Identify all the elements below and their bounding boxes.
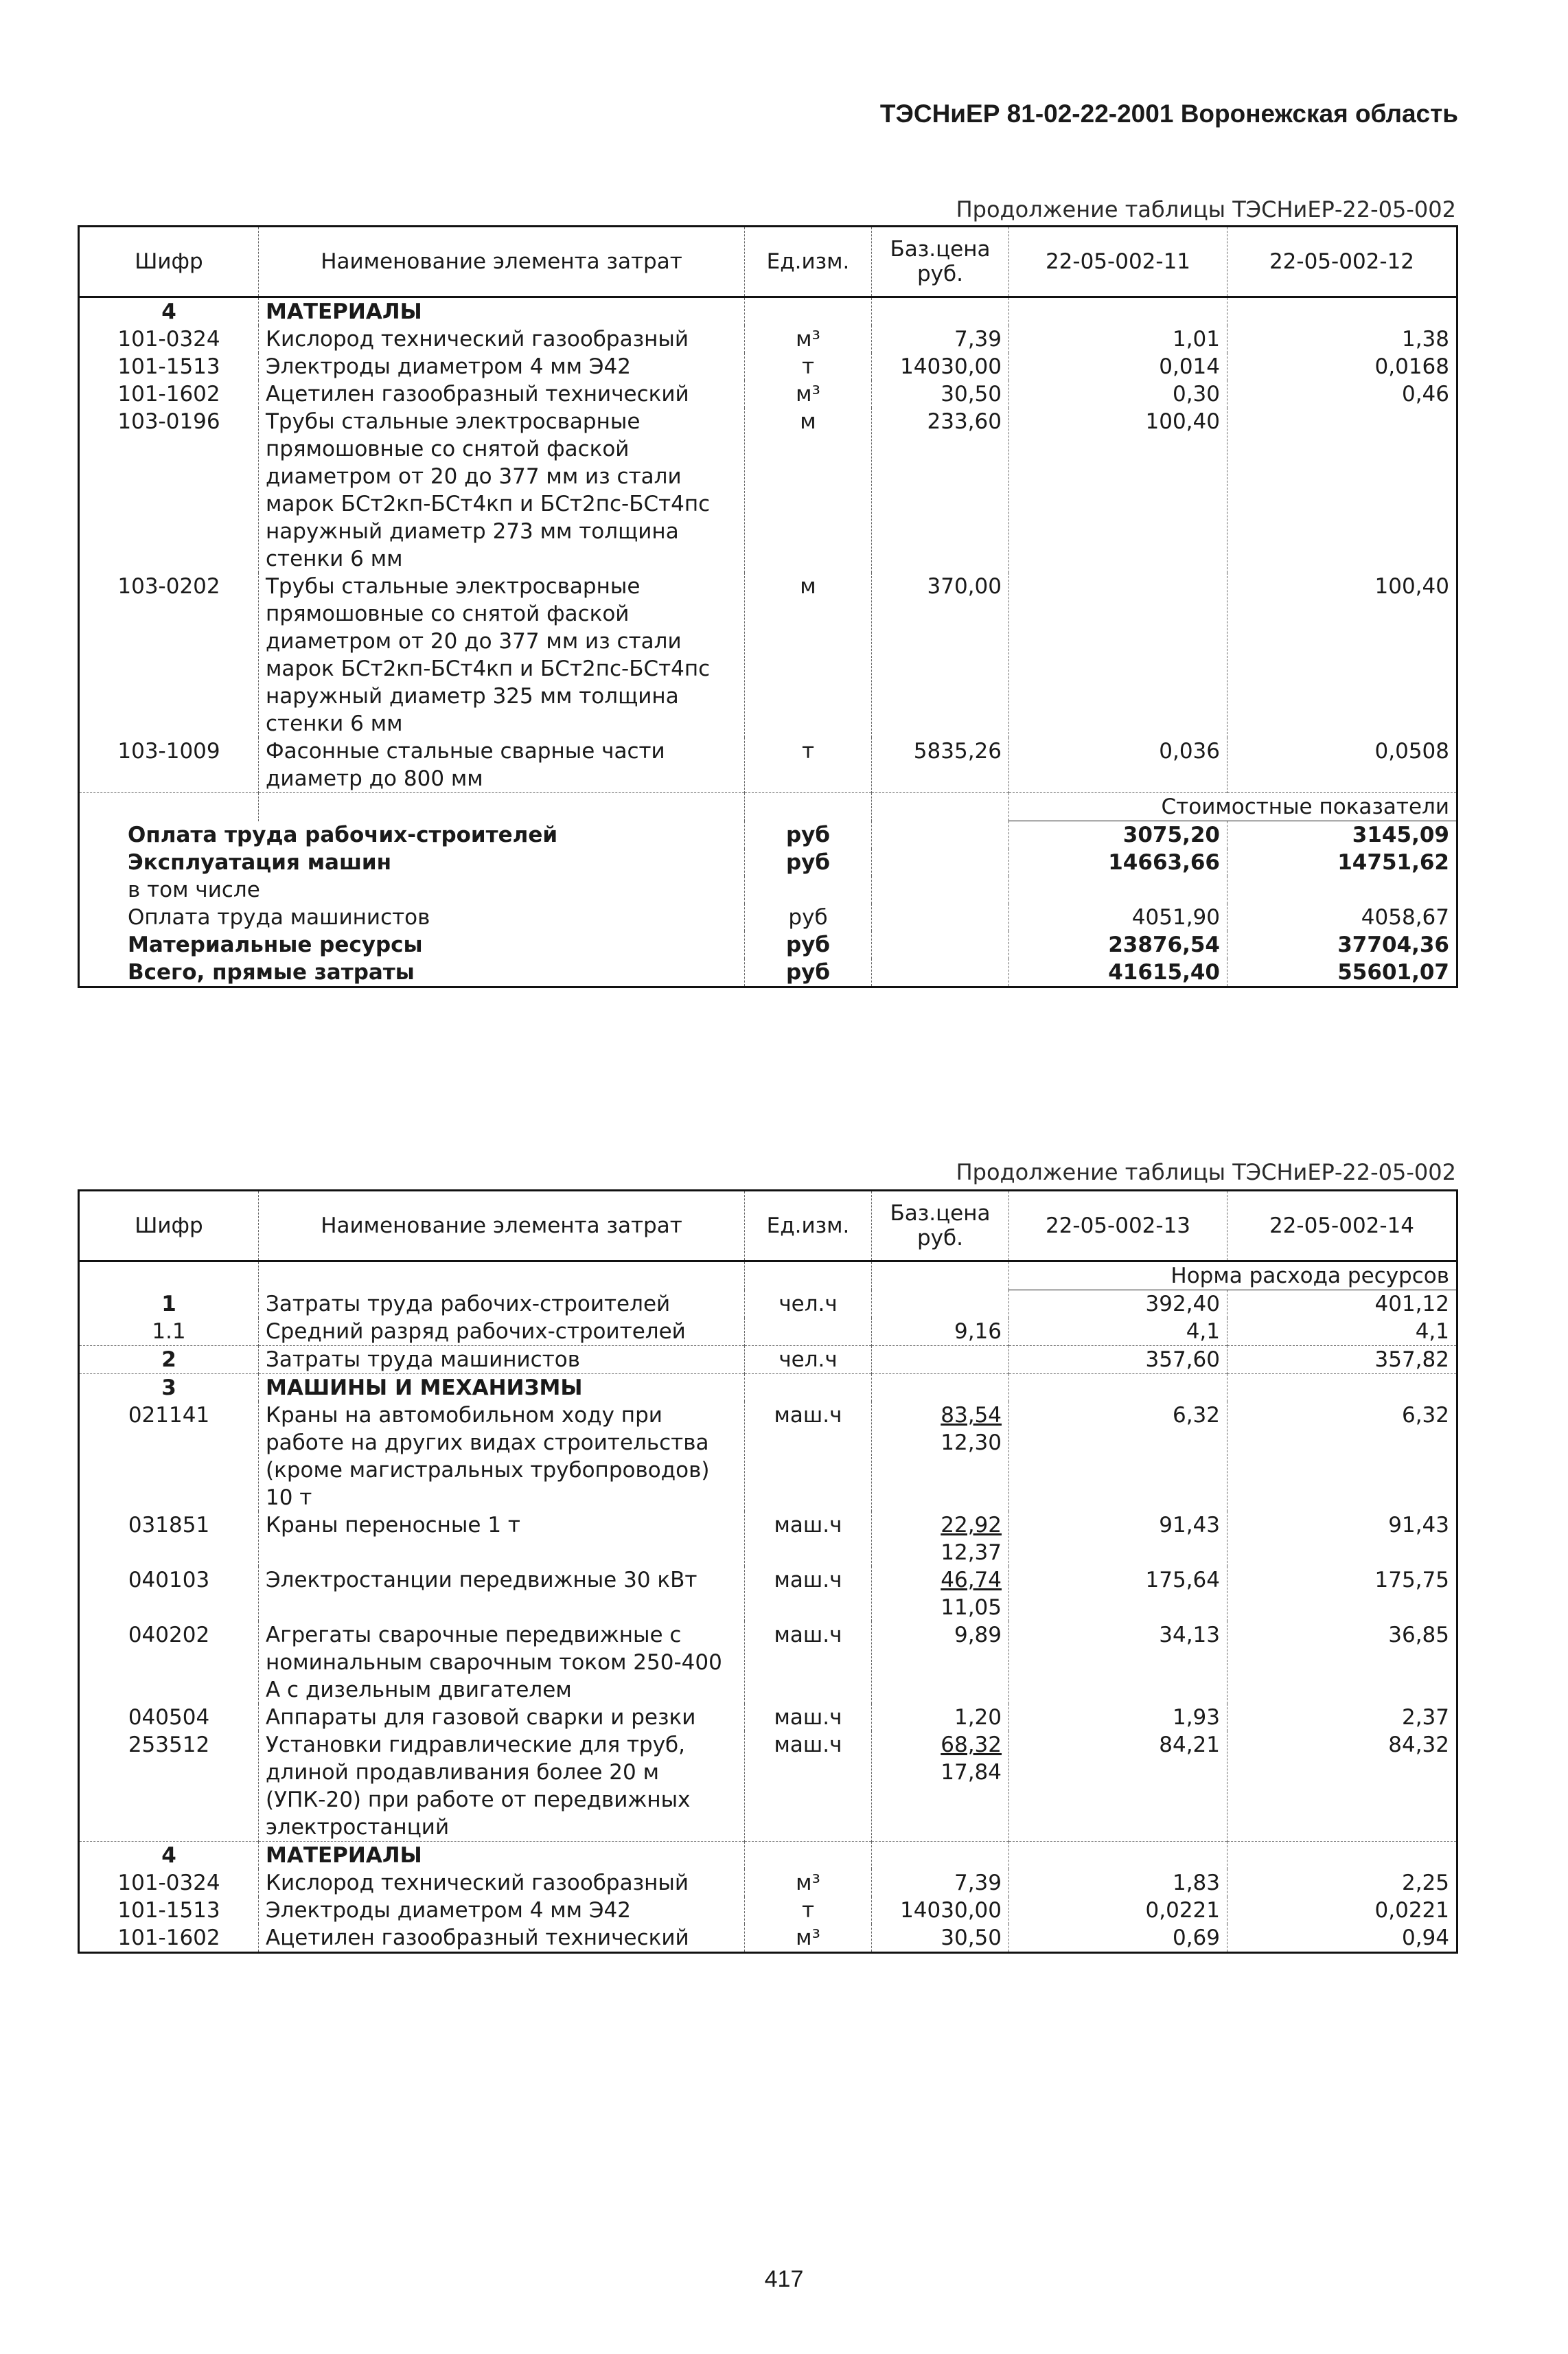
row-name: Средний разряд рабочих-строителей — [259, 1318, 745, 1346]
row-code: 101-1602 — [79, 380, 259, 408]
row-code: 103-1009 — [79, 738, 259, 793]
row-code: 103-0196 — [79, 408, 259, 573]
row-name: Ацетилен газообразный технический — [259, 380, 745, 408]
column-header: Шифр — [79, 227, 259, 297]
table-row — [79, 1511, 1457, 1566]
column-header: Баз.цена руб. — [872, 1191, 1009, 1261]
row-value-b: 357,82 — [1227, 1346, 1457, 1374]
row-unit: чел.ч — [745, 1290, 872, 1318]
row-value-b: 0,0221 — [1227, 1897, 1457, 1924]
column-header: 22-05-002-12 — [1227, 227, 1457, 297]
row-value-b: 0,0508 — [1227, 738, 1457, 793]
row-value-a: 0,014 — [1009, 353, 1227, 380]
row-value-b: 1,38 — [1227, 325, 1457, 353]
summary-unit: руб — [745, 904, 872, 931]
row-code: 101-0324 — [79, 325, 259, 353]
table-1 — [78, 225, 1458, 988]
table-row — [79, 325, 1457, 353]
row-unit: м³ — [745, 325, 872, 353]
row-code: 101-1513 — [79, 353, 259, 380]
table-1-header-row — [79, 227, 1457, 297]
row-unit: т — [745, 353, 872, 380]
table-row — [79, 1869, 1457, 1897]
section-code: 3 — [79, 1374, 259, 1402]
row-name: Электроды диаметром 4 мм Э42 — [259, 1897, 745, 1924]
row-code: 101-1602 — [79, 1924, 259, 1953]
row-code: 101-0324 — [79, 1869, 259, 1897]
table-row — [79, 1402, 1457, 1511]
table-row — [79, 1290, 1457, 1318]
row-value-a: 0,30 — [1009, 380, 1227, 408]
row-value-b: 0,0168 — [1227, 353, 1457, 380]
row-unit: маш.ч — [745, 1731, 872, 1842]
summary-row — [79, 904, 1457, 931]
row-unit: чел.ч — [745, 1346, 872, 1374]
section-row — [79, 1374, 1457, 1402]
row-value-b: 91,43 — [1227, 1511, 1457, 1566]
summary-value-a: 23876,54 — [1009, 931, 1227, 959]
row-price — [872, 1402, 1009, 1511]
row-price — [872, 1290, 1009, 1318]
row-unit: маш.ч — [745, 1621, 872, 1704]
row-value-b: 0,46 — [1227, 380, 1457, 408]
row-code: 031851 — [79, 1511, 259, 1566]
row-unit — [745, 1318, 872, 1346]
row-price — [872, 1566, 1009, 1621]
row-unit: маш.ч — [745, 1402, 872, 1511]
row-code: 021141 — [79, 1402, 259, 1511]
row-value-a: 1,01 — [1009, 325, 1227, 353]
column-header: Ед.изм. — [745, 227, 872, 297]
summary-value-b: 37704,36 — [1227, 931, 1457, 959]
row-code: 1 — [79, 1290, 259, 1318]
column-header: 22-05-002-11 — [1009, 227, 1227, 297]
row-value-a: 0,0221 — [1009, 1897, 1227, 1924]
table-1-caption: Продолжение таблицы ТЭСНиЕР-22-05-002 — [956, 196, 1456, 222]
section-row — [79, 297, 1457, 326]
cost-banner: Стоимостные показатели — [1009, 793, 1457, 821]
price-secondary: 12,30 — [941, 1430, 1002, 1455]
row-value-a: 175,64 — [1009, 1566, 1227, 1621]
column-header: Баз.цена руб. — [872, 227, 1009, 297]
row-value-b: 100,40 — [1227, 573, 1457, 738]
row-unit: м³ — [745, 1869, 872, 1897]
table-row — [79, 738, 1457, 793]
row-value-a: 6,32 — [1009, 1402, 1227, 1511]
row-value-a: 1,93 — [1009, 1704, 1227, 1731]
row-code: 1.1 — [79, 1318, 259, 1346]
row-unit: м³ — [745, 380, 872, 408]
row-code: 040504 — [79, 1704, 259, 1731]
table-row — [79, 380, 1457, 408]
row-value-b: 4,1 — [1227, 1318, 1457, 1346]
summary-label: Материальные ресурсы — [79, 931, 745, 959]
row-name: Фасонные стальные сварные части диаметр до 800 мм — [259, 738, 745, 793]
row-price: 233,60 — [872, 408, 1009, 573]
row-unit: маш.ч — [745, 1704, 872, 1731]
row-name: Кислород технический газообразный — [259, 325, 745, 353]
summary-label: Оплата труда машинистов — [79, 904, 745, 931]
row-code: 103-0202 — [79, 573, 259, 738]
row-price — [872, 1346, 1009, 1374]
summary-unit: руб — [745, 959, 872, 987]
row-name: Ацетилен газообразный технический — [259, 1924, 745, 1953]
row-code: 253512 — [79, 1731, 259, 1842]
row-value-b: 2,37 — [1227, 1704, 1457, 1731]
summary-row — [79, 821, 1457, 849]
row-value-b: 0,94 — [1227, 1924, 1457, 1953]
row-code: 040103 — [79, 1566, 259, 1621]
row-price: 1,20 — [872, 1704, 1009, 1731]
table-row — [79, 1566, 1457, 1621]
row-name: Затраты труда рабочих-строителей — [259, 1290, 745, 1318]
row-value-b — [1227, 408, 1457, 573]
section-code: 4 — [79, 1842, 259, 1870]
row-price: 370,00 — [872, 573, 1009, 738]
row-name: Затраты труда машинистов — [259, 1346, 745, 1374]
row-name: Краны переносные 1 т — [259, 1511, 745, 1566]
row-value-a: 84,21 — [1009, 1731, 1227, 1842]
row-value-b: 36,85 — [1227, 1621, 1457, 1704]
row-value-a: 4,1 — [1009, 1318, 1227, 1346]
price-underlined: 22,92 — [941, 1513, 1002, 1538]
summary-row — [79, 876, 1457, 904]
table-2-header-row — [79, 1191, 1457, 1261]
row-value-b: 175,75 — [1227, 1566, 1457, 1621]
section-code: 4 — [79, 297, 259, 326]
row-value-a: 91,43 — [1009, 1511, 1227, 1566]
row-value-a: 392,40 — [1009, 1290, 1227, 1318]
summary-value-b: 14751,62 — [1227, 849, 1457, 876]
row-name: Трубы стальные электросварные прямошовные со снятой фаской диаметром от 20 до 377 мм из стали марок БСт2кп-БСт4кп и БСт2пс-БСт4пс наружный диаметр 325 мм толщина стенки 6 мм — [259, 573, 745, 738]
table-row — [79, 1621, 1457, 1704]
summary-row — [79, 959, 1457, 987]
table-row — [79, 573, 1457, 738]
row-name: Краны на автомобильном ходу при работе на других видах строительства (кроме магистральных трубопроводов) 10 т — [259, 1402, 745, 1511]
price-underlined: 68,32 — [941, 1733, 1002, 1757]
row-price: 14030,00 — [872, 353, 1009, 380]
row-value-a: 0,69 — [1009, 1924, 1227, 1953]
section-name: МАТЕРИАЛЫ — [259, 1842, 745, 1870]
row-price: 5835,26 — [872, 738, 1009, 793]
summary-row — [79, 931, 1457, 959]
table-row — [79, 1924, 1457, 1953]
table-2 — [78, 1189, 1458, 1954]
column-header: Наименование элемента затрат — [259, 1191, 745, 1261]
summary-value-b: 4058,67 — [1227, 904, 1457, 931]
summary-label: Эксплуатация машин — [79, 849, 745, 876]
summary-unit: руб — [745, 931, 872, 959]
row-value-a: 357,60 — [1009, 1346, 1227, 1374]
cost-banner-row — [79, 793, 1457, 821]
section-name: МАТЕРИАЛЫ — [259, 297, 745, 326]
row-value-a: 100,40 — [1009, 408, 1227, 573]
page-number: 417 — [764, 2266, 804, 2292]
row-value-b: 6,32 — [1227, 1402, 1457, 1511]
row-unit: м³ — [745, 1924, 872, 1953]
price-secondary: 17,84 — [941, 1760, 1002, 1785]
document-header: ТЭСНиЕР 81-02-22-2001 Воронежская область — [879, 100, 1458, 128]
row-value-a: 34,13 — [1009, 1621, 1227, 1704]
row-price: 30,50 — [872, 1924, 1009, 1953]
row-price: 14030,00 — [872, 1897, 1009, 1924]
row-value-a: 0,036 — [1009, 738, 1227, 793]
summary-value-b: 3145,09 — [1227, 821, 1457, 849]
summary-label: Оплата труда рабочих-строителей — [79, 821, 745, 849]
row-value-b: 401,12 — [1227, 1290, 1457, 1318]
summary-value-a: 4051,90 — [1009, 904, 1227, 931]
row-unit: маш.ч — [745, 1511, 872, 1566]
summary-label: Всего, прямые затраты — [79, 959, 745, 987]
table-2-caption: Продолжение таблицы ТЭСНиЕР-22-05-002 — [956, 1159, 1456, 1185]
row-unit: т — [745, 1897, 872, 1924]
table-row — [79, 1346, 1457, 1374]
price-secondary: 11,05 — [941, 1595, 1002, 1620]
row-name: Агрегаты сварочные передвижные с номинальным сварочным током 250-400 А с дизельным двигателем — [259, 1621, 745, 1704]
row-price: 9,89 — [872, 1621, 1009, 1704]
row-name: Трубы стальные электросварные прямошовные со снятой фаской диаметром от 20 до 377 мм из стали марок БСт2кп-БСт4кп и БСт2пс-БСт4пс наружный диаметр 273 мм толщина стенки 6 мм — [259, 408, 745, 573]
summary-unit: руб — [745, 849, 872, 876]
row-price: 30,50 — [872, 380, 1009, 408]
row-price — [872, 1731, 1009, 1842]
row-code: 2 — [79, 1346, 259, 1374]
row-price: 9,16 — [872, 1318, 1009, 1346]
price-underlined: 46,74 — [941, 1568, 1002, 1592]
table-row — [79, 1897, 1457, 1924]
row-price: 7,39 — [872, 1869, 1009, 1897]
row-name: Установки гидравлические для труб, длиной продавливания более 20 м (УПК-20) при работе от передвижных электростанций — [259, 1731, 745, 1842]
norm-banner-row — [79, 1261, 1457, 1290]
row-name: Кислород технический газообразный — [259, 1869, 745, 1897]
row-name: Электроды диаметром 4 мм Э42 — [259, 353, 745, 380]
column-header: 22-05-002-14 — [1227, 1191, 1457, 1261]
table-row — [79, 1318, 1457, 1346]
row-price: 7,39 — [872, 325, 1009, 353]
column-header: Наименование элемента затрат — [259, 227, 745, 297]
summary-label: в том числе — [79, 876, 745, 904]
price-underlined: 83,54 — [941, 1403, 1002, 1428]
summary-value-a: 3075,20 — [1009, 821, 1227, 849]
price-secondary: 12,37 — [941, 1540, 1002, 1565]
summary-value-a: 41615,40 — [1009, 959, 1227, 987]
section-name: МАШИНЫ И МЕХАНИЗМЫ — [259, 1374, 745, 1402]
row-code: 040202 — [79, 1621, 259, 1704]
table-row — [79, 353, 1457, 380]
norm-banner: Норма расхода ресурсов — [1009, 1261, 1457, 1290]
summary-unit — [745, 876, 872, 904]
section-row — [79, 1842, 1457, 1870]
row-name: Аппараты для газовой сварки и резки — [259, 1704, 745, 1731]
row-value-a — [1009, 573, 1227, 738]
summary-value-b — [1227, 876, 1457, 904]
row-value-a: 1,83 — [1009, 1869, 1227, 1897]
row-unit: м — [745, 573, 872, 738]
row-unit: т — [745, 738, 872, 793]
table-row — [79, 1704, 1457, 1731]
summary-row — [79, 849, 1457, 876]
row-price — [872, 1511, 1009, 1566]
row-unit: маш.ч — [745, 1566, 872, 1621]
row-value-b: 2,25 — [1227, 1869, 1457, 1897]
column-header: Ед.изм. — [745, 1191, 872, 1261]
row-unit: м — [745, 408, 872, 573]
summary-unit: руб — [745, 821, 872, 849]
column-header: Шифр — [79, 1191, 259, 1261]
table-row — [79, 408, 1457, 573]
row-code: 101-1513 — [79, 1897, 259, 1924]
summary-value-a: 14663,66 — [1009, 849, 1227, 876]
table-row — [79, 1731, 1457, 1842]
summary-value-b: 55601,07 — [1227, 959, 1457, 987]
row-name: Электростанции передвижные 30 кВт — [259, 1566, 745, 1621]
column-header: 22-05-002-13 — [1009, 1191, 1227, 1261]
row-value-b: 84,32 — [1227, 1731, 1457, 1842]
summary-value-a — [1009, 876, 1227, 904]
